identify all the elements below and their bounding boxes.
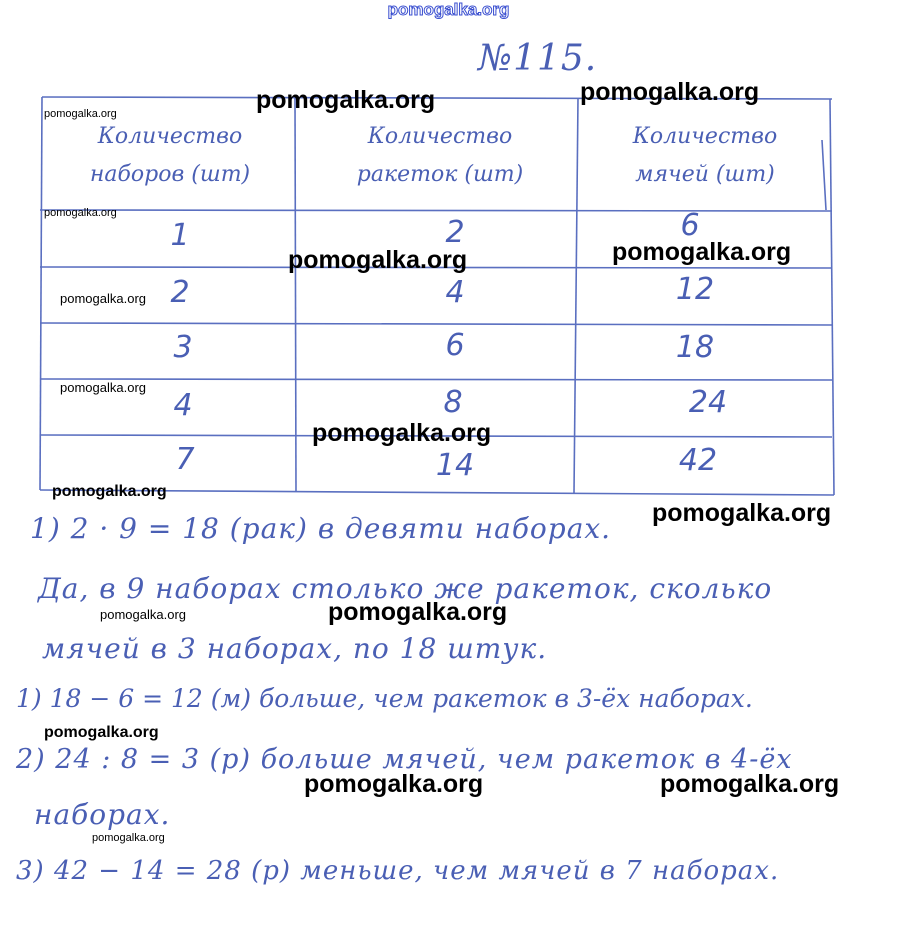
- watermark: pomogalka.org: [44, 724, 159, 741]
- watermark: pomogalka.org: [580, 78, 760, 106]
- solution-line-2: Да, в 9 наборах столько же ракеток, сколько: [38, 572, 773, 605]
- problem-number: №115.: [478, 38, 598, 79]
- table-cell: 4: [445, 275, 465, 310]
- table-cell: 4: [173, 388, 193, 423]
- table-cell: 8: [443, 385, 463, 420]
- watermark: pomogalka.org: [612, 238, 792, 266]
- header-balls-line1: Количество: [632, 124, 778, 149]
- watermark: pomogalka.org: [44, 108, 117, 120]
- table-cell: 18: [675, 330, 715, 365]
- watermark: pomogalka.org: [92, 832, 165, 844]
- header-balls-line2: мячей (шт): [635, 162, 775, 187]
- table-cell: 3: [173, 330, 193, 365]
- header-balls: [590, 118, 820, 194]
- header-sets: [50, 118, 290, 194]
- watermark: pomogalka.org: [256, 86, 436, 114]
- solution-line-1: 1) 2 · 9 = 18 (рак) в девяти наборах.: [30, 512, 612, 545]
- header-sets-line2: наборов (шт): [89, 162, 251, 187]
- table-cell: 42: [678, 443, 718, 478]
- watermark: pomogalka.org: [100, 607, 186, 622]
- watermark: pomogalka.org: [60, 291, 146, 306]
- solution-line-4: 1) 18 − 6 = 12 (м) больше, чем ракеток в 3-ёх наборах.: [16, 684, 753, 713]
- watermark: pomogalka.org: [328, 598, 508, 626]
- top-watermark: pomogalka.org: [387, 0, 510, 19]
- header-rackets-line1: Количество: [367, 124, 513, 149]
- watermark: pomogalka.org: [312, 419, 492, 447]
- table-cell: 24: [688, 385, 728, 420]
- watermark: pomogalka.org: [60, 380, 146, 395]
- watermark: pomogalka.org: [652, 499, 832, 527]
- solution-line-7: 3) 42 − 14 = 28 (р) меньше, чем мячей в 7 наборах.: [16, 856, 780, 886]
- table-cell: 14: [435, 448, 475, 483]
- watermark: pomogalka.org: [52, 483, 167, 500]
- table-cell: 12: [675, 272, 715, 307]
- table-cell: 2: [170, 275, 190, 310]
- header-sets-line1: Количество: [97, 124, 243, 149]
- solution-line-3: мячей в 3 наборах, по 18 штук.: [42, 632, 548, 665]
- watermark: pomogalka.org: [660, 770, 840, 798]
- table-cell: 7: [175, 442, 195, 477]
- solution-line-6: наборах.: [34, 798, 171, 831]
- solution-line-5: 2) 24 : 8 = 3 (р) больше мячей, чем ракеток в 4-ёх: [16, 744, 793, 775]
- table-cell: 2: [445, 215, 465, 250]
- watermark: pomogalka.org: [304, 770, 484, 798]
- header-rackets-line2: ракеток (шт): [356, 162, 524, 187]
- header-rackets: [310, 118, 570, 194]
- table-cell: 1: [170, 218, 190, 253]
- watermark: pomogalka.org: [288, 246, 468, 274]
- table-cell: 6: [680, 208, 700, 243]
- watermark: pomogalka.org: [44, 207, 117, 219]
- table-cell: 6: [445, 328, 465, 363]
